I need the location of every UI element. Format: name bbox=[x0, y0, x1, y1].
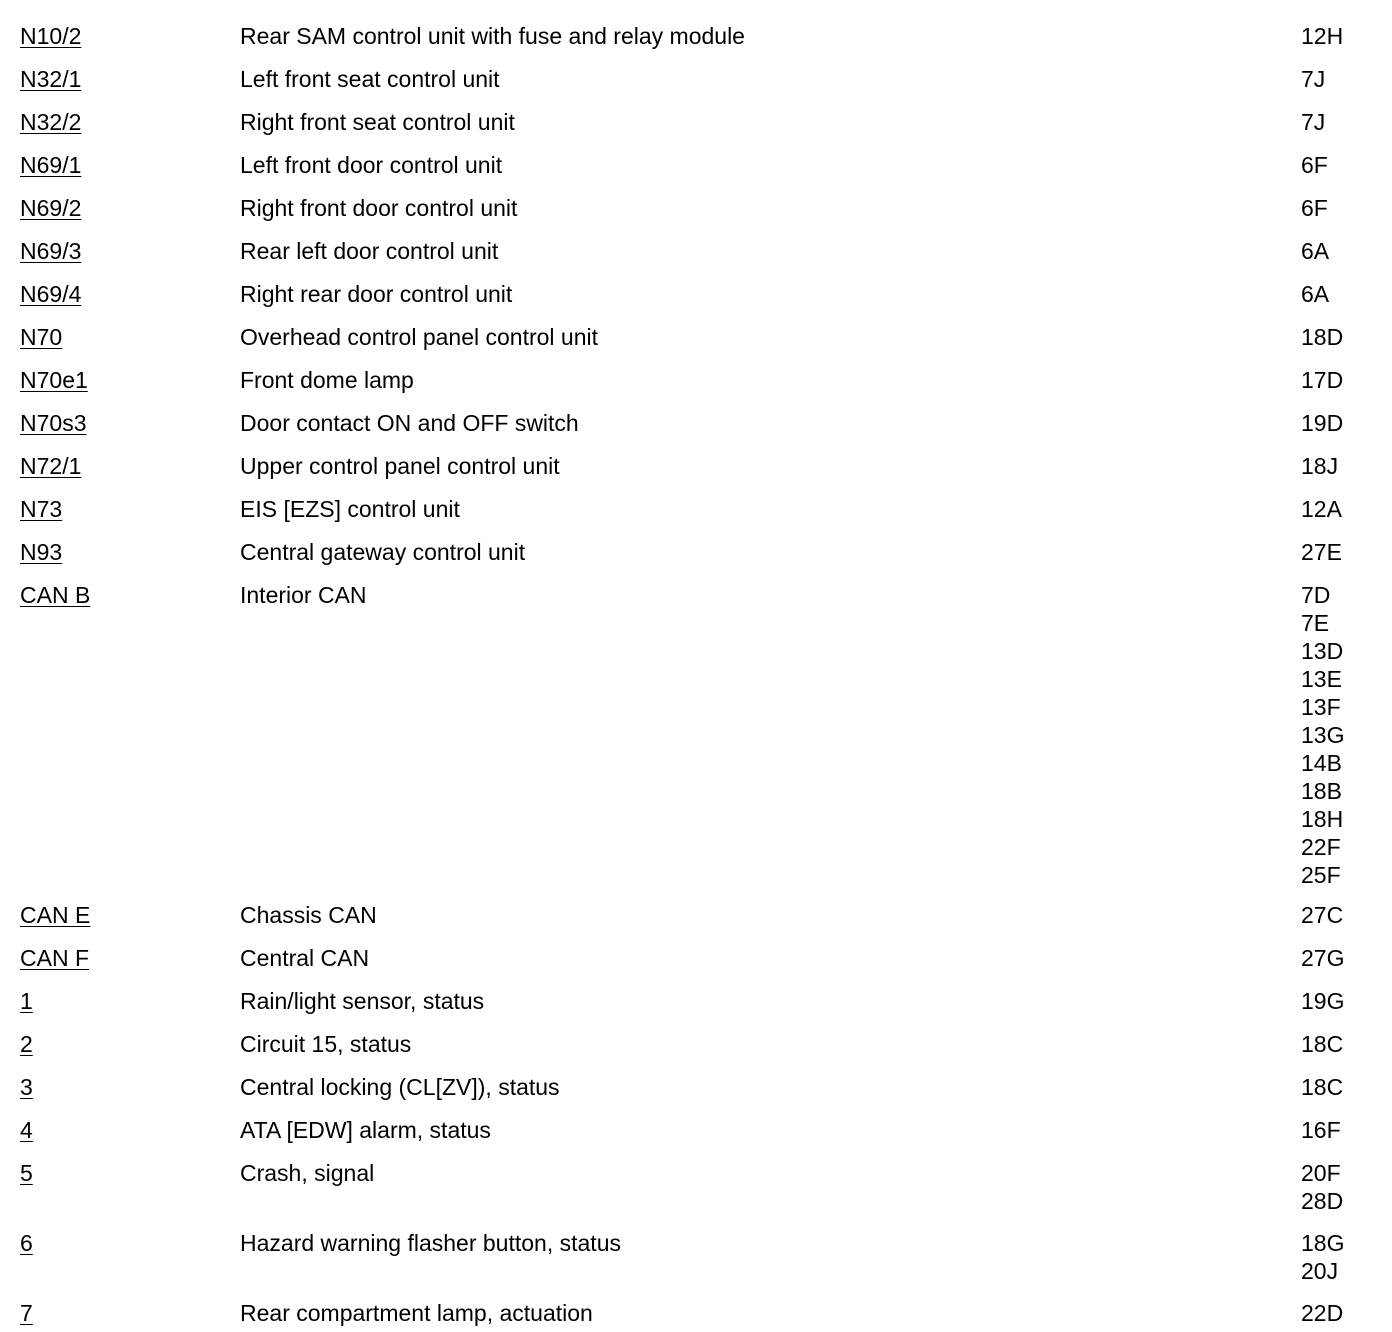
component-description: Rear left door control unit bbox=[240, 238, 499, 264]
legend-row bbox=[20, 944, 1375, 972]
grid-reference-list bbox=[1301, 538, 1375, 566]
component-code-link[interactable]: N70e1 bbox=[20, 367, 88, 393]
grid-reference-list bbox=[1301, 495, 1375, 523]
legend-row bbox=[20, 1073, 1375, 1101]
grid-reference[interactable]: 19G bbox=[1301, 988, 1345, 1014]
grid-reference-list bbox=[1301, 1116, 1375, 1144]
component-description: ATA [EDW] alarm, status bbox=[240, 1117, 491, 1143]
component-description: Left front door control unit bbox=[240, 152, 503, 178]
component-description: Left front seat control unit bbox=[240, 66, 500, 92]
grid-reference-list bbox=[1301, 65, 1375, 93]
component-code-link[interactable]: 5 bbox=[20, 1160, 33, 1186]
legend-row bbox=[20, 987, 1375, 1015]
component-code-link[interactable]: N32/2 bbox=[20, 109, 82, 135]
grid-reference-list bbox=[1301, 1299, 1375, 1327]
component-description: Hazard warning flasher button, status bbox=[240, 1230, 621, 1256]
component-code-link[interactable]: N70s3 bbox=[20, 410, 87, 436]
grid-reference-list bbox=[1301, 194, 1375, 222]
grid-reference-list bbox=[1301, 366, 1375, 394]
grid-reference[interactable]: 27E bbox=[1301, 539, 1342, 565]
legend-row bbox=[20, 581, 1375, 889]
grid-reference[interactable]: 12H bbox=[1301, 23, 1344, 49]
grid-reference[interactable]: 6F bbox=[1301, 152, 1328, 178]
legend-row bbox=[20, 1030, 1375, 1058]
legend-row bbox=[20, 901, 1375, 929]
grid-reference-list bbox=[1301, 22, 1375, 50]
legend-row bbox=[20, 151, 1375, 179]
component-description: Central locking (CL[ZV]), status bbox=[240, 1074, 560, 1100]
component-code-link[interactable]: N69/3 bbox=[20, 238, 82, 264]
legend-row bbox=[20, 366, 1375, 394]
grid-reference-list bbox=[1301, 108, 1375, 136]
grid-reference-list bbox=[1301, 1073, 1375, 1101]
grid-reference[interactable]: 18D bbox=[1301, 324, 1344, 350]
component-code-link[interactable]: N69/2 bbox=[20, 195, 82, 221]
legend-row bbox=[20, 237, 1375, 265]
component-description: Right front seat control unit bbox=[240, 109, 515, 135]
grid-reference[interactable]: 7D bbox=[1301, 582, 1331, 608]
component-code-link[interactable]: 4 bbox=[20, 1117, 33, 1143]
grid-reference[interactable]: 17D bbox=[1301, 367, 1344, 393]
component-code-link[interactable]: N93 bbox=[20, 539, 63, 565]
grid-reference[interactable]: 13F bbox=[1301, 694, 1341, 720]
grid-reference[interactable]: 6A bbox=[1301, 281, 1330, 307]
grid-reference-list bbox=[1301, 280, 1375, 308]
component-description: Overhead control panel control unit bbox=[240, 324, 598, 350]
grid-reference[interactable]: 27C bbox=[1301, 902, 1344, 928]
grid-reference[interactable]: 7E bbox=[1301, 610, 1330, 636]
component-code-link[interactable]: N32/1 bbox=[20, 66, 82, 92]
grid-reference[interactable]: 18G bbox=[1301, 1230, 1345, 1256]
grid-reference-list bbox=[1301, 987, 1375, 1015]
component-code-link[interactable]: CAN B bbox=[20, 582, 91, 608]
component-description: Rear SAM control unit with fuse and relay module bbox=[240, 23, 745, 49]
grid-reference-list bbox=[1301, 1030, 1375, 1058]
grid-reference[interactable]: 28D bbox=[1301, 1188, 1344, 1214]
grid-reference[interactable]: 18H bbox=[1301, 806, 1344, 832]
grid-reference[interactable]: 12A bbox=[1301, 496, 1342, 522]
component-code-link[interactable]: N69/4 bbox=[20, 281, 82, 307]
grid-reference[interactable]: 6A bbox=[1301, 238, 1330, 264]
component-code-link[interactable]: 3 bbox=[20, 1074, 33, 1100]
legend-row bbox=[20, 1229, 1375, 1285]
component-description: Rear compartment lamp, actuation bbox=[240, 1300, 593, 1326]
grid-reference-list bbox=[1301, 151, 1375, 179]
component-description: Chassis CAN bbox=[240, 902, 377, 928]
component-description: Interior CAN bbox=[240, 582, 367, 608]
grid-reference[interactable]: 18B bbox=[1301, 778, 1342, 804]
grid-reference[interactable]: 18C bbox=[1301, 1031, 1344, 1057]
grid-reference[interactable]: 7J bbox=[1301, 66, 1326, 92]
component-legend-table bbox=[20, 7, 1375, 1327]
grid-reference[interactable]: 25F bbox=[1301, 862, 1341, 888]
grid-reference[interactable]: 13E bbox=[1301, 666, 1342, 692]
legend-row bbox=[20, 65, 1375, 93]
component-code-link[interactable]: 7 bbox=[20, 1300, 33, 1326]
grid-reference-list bbox=[1301, 409, 1375, 437]
legend-row bbox=[20, 194, 1375, 222]
component-description: Circuit 15, status bbox=[240, 1031, 412, 1057]
component-description: Rain/light sensor, status bbox=[240, 988, 485, 1014]
component-description: Upper control panel control unit bbox=[240, 453, 560, 479]
component-code-link[interactable]: 2 bbox=[20, 1031, 33, 1057]
grid-reference[interactable]: 18C bbox=[1301, 1074, 1344, 1100]
legend-row bbox=[20, 495, 1375, 523]
component-code-link[interactable]: N73 bbox=[20, 496, 63, 522]
grid-reference[interactable]: 22D bbox=[1301, 1300, 1344, 1326]
component-description: Central CAN bbox=[240, 945, 370, 971]
component-description: EIS [EZS] control unit bbox=[240, 496, 460, 522]
legend-row bbox=[20, 323, 1375, 351]
legend-row bbox=[20, 22, 1375, 50]
legend-row bbox=[20, 409, 1375, 437]
component-description: Right rear door control unit bbox=[240, 281, 513, 307]
grid-reference[interactable]: 14B bbox=[1301, 750, 1342, 776]
grid-reference-list bbox=[1301, 581, 1375, 889]
grid-reference[interactable]: 18J bbox=[1301, 453, 1339, 479]
component-code-link[interactable]: 6 bbox=[20, 1230, 33, 1256]
component-description: Crash, signal bbox=[240, 1160, 375, 1186]
grid-reference[interactable]: 13D bbox=[1301, 638, 1344, 664]
legend-row bbox=[20, 280, 1375, 308]
grid-reference[interactable]: 6F bbox=[1301, 195, 1328, 221]
legend-row bbox=[20, 1159, 1375, 1215]
component-code-link[interactable]: N10/2 bbox=[20, 23, 82, 49]
grid-reference-list bbox=[1301, 901, 1375, 929]
legend-row bbox=[20, 452, 1375, 480]
grid-reference-list bbox=[1301, 323, 1375, 351]
component-code-link[interactable]: CAN F bbox=[20, 945, 89, 971]
grid-reference[interactable]: 27G bbox=[1301, 945, 1345, 971]
grid-reference-list bbox=[1301, 944, 1375, 972]
component-description: Door contact ON and OFF switch bbox=[240, 410, 579, 436]
grid-reference[interactable]: 20J bbox=[1301, 1258, 1339, 1284]
legend-row bbox=[20, 538, 1375, 566]
component-code-link[interactable]: N70 bbox=[20, 324, 63, 350]
grid-reference[interactable]: 16F bbox=[1301, 1117, 1341, 1143]
grid-reference[interactable]: 22F bbox=[1301, 834, 1341, 860]
grid-reference-list bbox=[1301, 1229, 1375, 1285]
grid-reference[interactable]: 19D bbox=[1301, 410, 1344, 436]
component-description: Right front door control unit bbox=[240, 195, 518, 221]
grid-reference-list bbox=[1301, 237, 1375, 265]
grid-reference[interactable]: 13G bbox=[1301, 722, 1345, 748]
grid-reference-list bbox=[1301, 452, 1375, 480]
component-code-link[interactable]: CAN E bbox=[20, 902, 91, 928]
component-code-link[interactable]: N69/1 bbox=[20, 152, 82, 178]
component-code-link[interactable]: N72/1 bbox=[20, 453, 82, 479]
component-description: Central gateway control unit bbox=[240, 539, 526, 565]
component-description: Front dome lamp bbox=[240, 367, 414, 393]
legend-row bbox=[20, 1116, 1375, 1144]
grid-reference[interactable]: 7J bbox=[1301, 109, 1326, 135]
grid-reference-list bbox=[1301, 1159, 1375, 1215]
legend-row bbox=[20, 1299, 1375, 1327]
component-code-link[interactable]: 1 bbox=[20, 988, 33, 1014]
grid-reference[interactable]: 20F bbox=[1301, 1160, 1341, 1186]
legend-row bbox=[20, 108, 1375, 136]
